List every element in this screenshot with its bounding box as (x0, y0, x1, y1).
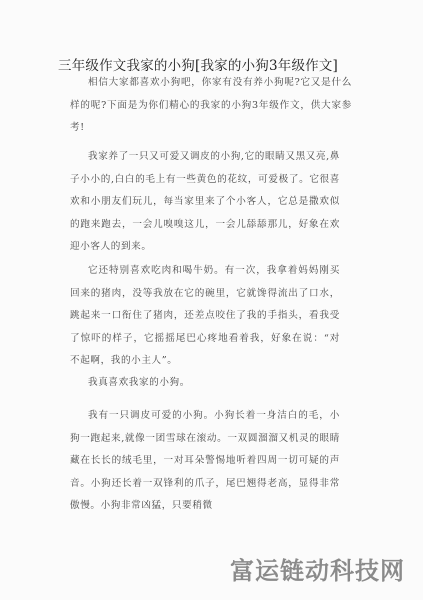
paragraph-4: 我有一只调皮可爱的小狗。小狗长着一身洁白的毛，小狗一跑起来,就像一团雪球在滚动。一双圆溜溜又机灵的眼睛藏在长长的绒毛里，一对耳朵警惕地听着四周一切可疑的声音。小狗还长着一双锋利的爪子，尾巴翘得老高，显得非常傲慢。小狗非常凶猛，只要稍微 (70, 410, 340, 511)
document-title: 三年级作文我家的小狗[我家的小狗3年级作文] (58, 58, 339, 74)
paragraph-intro: 相信大家都喜欢小狗吧，你家有没有养小狗呢?它又是什么样的呢?下面是为你们精心的我家的小狗3年级作文，供大家参考! (70, 77, 352, 133)
paragraph-3: 我真喜欢我家的小狗。 (88, 377, 190, 388)
paragraph-2: 它还特别喜欢吃肉和喝牛奶。有一次，我拿着妈妈刚买回来的猪肉，没等我放在它的碗里，它就馋得流出了口水，跳起来一口衔住了猪肉，还差点咬住了我的手指头，看我受了惊吓的样子，它摇摇尾巴心疼地看着我，好象在说：“对不起啊，我的小主人”。 (70, 265, 340, 366)
paragraph-1: 我家养了一只又可爱又调皮的小狗,它的眼睛又黑又亮,鼻子小小的,白白的毛上有一些黄色的花纹，可爱极了。它很喜欢和小朋友们玩儿，每当家里来了个小客人，它总是撒欢似的跑来跑去，一会儿嗅嗅这儿，一会儿舔舔那儿，好象在欢迎小客人的到来。 (70, 151, 340, 252)
site-watermark: 富运链动科技网 (230, 557, 405, 585)
